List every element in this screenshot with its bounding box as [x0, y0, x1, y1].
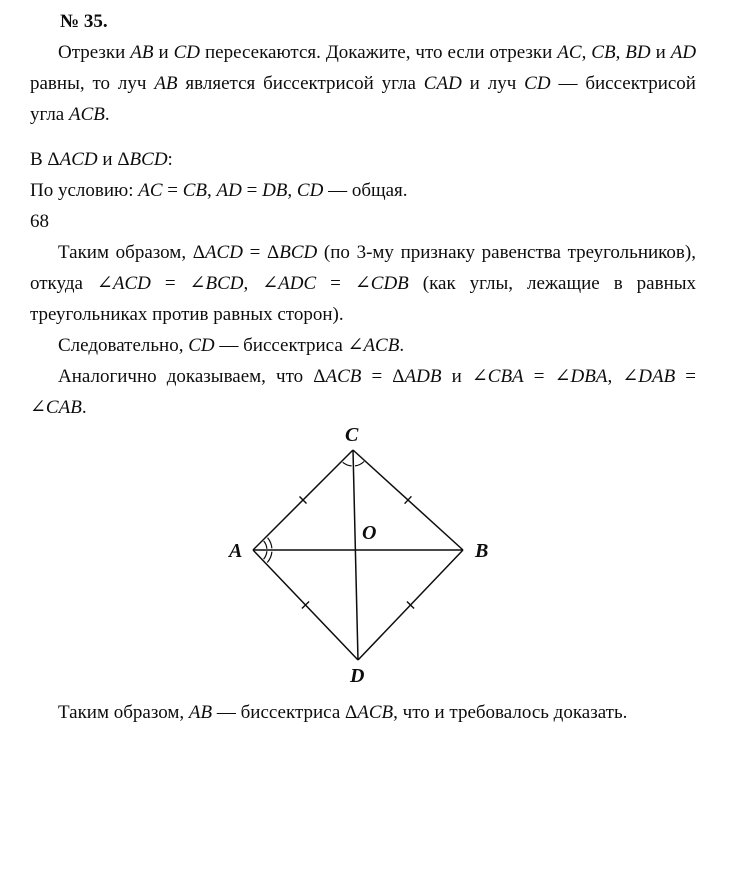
triangles-heading: В ΔACD и ΔBCD:	[30, 149, 173, 170]
angle-arc-c-right	[355, 462, 364, 466]
vertex-label-c: C	[345, 425, 359, 446]
angle-arc-a-lower-inner	[264, 551, 267, 559]
vertex-label-d: D	[350, 665, 365, 687]
figure-diagram	[223, 425, 503, 687]
angle-arc-a-upper-outer	[268, 538, 272, 549]
solution-paragraph-equality: Таким образом, ΔACD = ΔBCD (по 3-му признаку равенства треугольников), откуда ∠ACD = ∠BCD, ∠ADC = ∠CDB (как углы, лежащие в равных треугольниках против равных сторон).	[30, 242, 697, 325]
problem-statement: Отрезки AB и CD пересекаются. Докажите, что если отрезки AC, CB, BD и AD равны, то луч AB является биссектрисой угла CAD и луч CD — биссектрисой угла ACB.	[30, 42, 697, 125]
angle-arc-c-left	[343, 462, 352, 466]
vertex-label-o: O	[362, 522, 377, 544]
segment-cd	[353, 450, 358, 660]
problem-number: № 35.	[60, 11, 108, 32]
geometry-figure	[223, 425, 503, 697]
page-number: 68	[30, 211, 49, 232]
conclusion-paragraph: Таким образом, AB — биссектриса ΔACB, что и требовалось доказать.	[58, 702, 628, 723]
vertex-label-a: A	[229, 540, 243, 562]
solution-paragraph-analogous: Аналогично доказываем, что ΔACB = ΔADB и ∠CBA = ∠DBA, ∠DAB = ∠CAB.	[30, 366, 697, 418]
angle-arc-a-lower-outer	[267, 552, 272, 563]
angle-arc-a-upper-inner	[264, 541, 267, 549]
condition-line: По условию: AC = CB, AD = DB, CD — общая.	[30, 180, 408, 201]
solution-paragraph-bisector-cd: Следовательно, CD — биссектриса ∠ACB.	[58, 335, 405, 356]
vertex-label-b: B	[475, 540, 489, 562]
